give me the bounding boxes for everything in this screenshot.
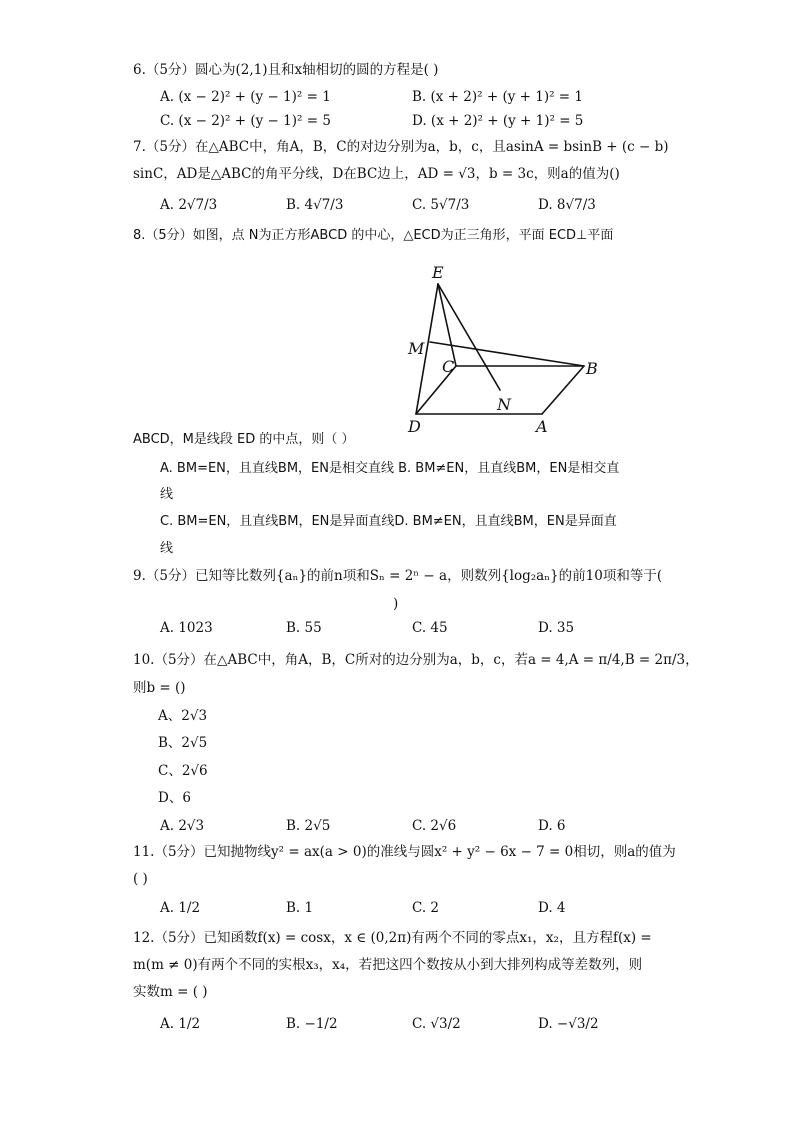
q7-option-b: B. 4√7/3 [286,197,344,213]
q6-option-c: C. (x − 2)² + (y − 1)² = 5 [160,113,331,129]
q7-stem-line1: 7.（5分）在△ABC中，角A，B，C的对边分别为a，b，c，且asinA = bsinB + (c − b) [133,139,669,155]
q12-stem-line3: 实数m = ( ) [133,984,208,1000]
q10-option-d: D. 6 [538,818,566,834]
q8-option-ab-line1: A. BM=EN，且直线BM，EN是相交直线 B. BM≠EN，且直线BM，EN是相交直 [160,461,620,476]
q11-stem-line1: 11.（5分）已知抛物线y² = ax(a > 0)的准线与圆x² + y² − 6x − 7 = 0相切，则a的值为 [133,844,676,860]
q9-option-c: C. 45 [412,620,448,636]
q11-option-a: A. 1/2 [160,900,201,916]
q7-option-a: A. 2√7/3 [160,197,218,213]
q8-figure [400,262,610,437]
q8-option-ab-line2: 线 [160,487,174,502]
q7-stem-line2: sinC，AD是△ABC的角平分线，D在BC边上，AD = √3，b = 3c，则a的值为() [133,166,620,182]
q11-option-d: D. 4 [538,900,566,916]
q9-stem-line2: ) [393,596,399,612]
label-M: M [408,339,425,358]
q7-option-c: C. 5√7/3 [412,197,470,213]
q8-option-cd-line1: C. BM=EN，且直线BM，EN是异面直线D. BM≠EN，且直线BM，EN是异面直 [160,514,617,529]
q12-stem-line1: 12.（5分）已知函数f(x) = cosx，x ∈ (0,2π)有两个不同的零点x₁，x₂，且方程f(x) = [133,930,652,946]
label-C: C [442,357,455,376]
label-N: N [497,395,511,414]
q7-option-d: D. 8√7/3 [538,197,596,213]
q6-option-a: A. (x − 2)² + (y − 1)² = 1 [160,89,331,105]
q12-option-c: C. √3/2 [412,1016,461,1032]
edge-AB [542,366,584,414]
q11-option-b: B. 1 [286,900,314,916]
q12-option-b: B. −1/2 [286,1016,338,1032]
q9-option-d: D. 35 [538,620,575,636]
q8-stem-line1: 8.（5分）如图，点 N为正方形ABCD 的中心，△ECD为正三角形，平面 ECD⊥平面 [133,228,614,243]
label-E: E [432,263,444,282]
q10-sub-b: B、2√5 [158,735,208,751]
q10-sub-c: C、2√6 [158,763,208,779]
q9-option-a: A. 1023 [160,620,213,636]
q10-sub-a: A、2√3 [158,708,208,724]
q10-option-c: C. 2√6 [412,818,457,834]
q6-option-b: B. (x + 2)² + (y + 1)² = 1 [412,89,583,105]
q9-option-b: B. 55 [286,620,322,636]
q9-stem-line1: 9.（5分）已知等比数列{aₙ}的前n项和Sₙ = 2ⁿ − a，则数列{log₂aₙ}的前10项和等于( [133,568,663,584]
q6-stem: 6.（5分）圆心为(2,1)且和x轴相切的圆的方程是( ) [133,62,439,78]
q12-option-a: A. 1/2 [160,1016,201,1032]
q8-option-cd-line2: 线 [160,541,174,556]
q12-stem-line2: m(m ≠ 0)有两个不同的实根x₃，x₄，若把这四个数按从小到大排列构成等差数列，则 [133,957,643,973]
q6-option-d: D. (x + 2)² + (y + 1)² = 5 [412,113,584,129]
q10-option-a: A. 2√3 [160,818,205,834]
q10-stem-line1: 10.（5分）在△ABC中，角A，B，C所对的边分别为a，b，c，若a = 4,A = π/4,B = 2π/3， [133,652,699,668]
label-A: A [536,417,548,436]
q11-option-c: C. 2 [412,900,440,916]
edge-EC [438,284,456,366]
q10-option-b: B. 2√5 [286,818,331,834]
q11-stem-line2: ( ) [133,871,148,887]
q8-stem-line2: ABCD，M是线段 ED 的中点，则（ ） [133,432,355,447]
q10-stem-line2: 则b = () [133,680,186,696]
q12-option-d: D. −√3/2 [538,1016,599,1032]
label-D: D [408,417,421,436]
label-B: B [586,359,598,378]
q10-sub-d: D、6 [158,790,191,806]
